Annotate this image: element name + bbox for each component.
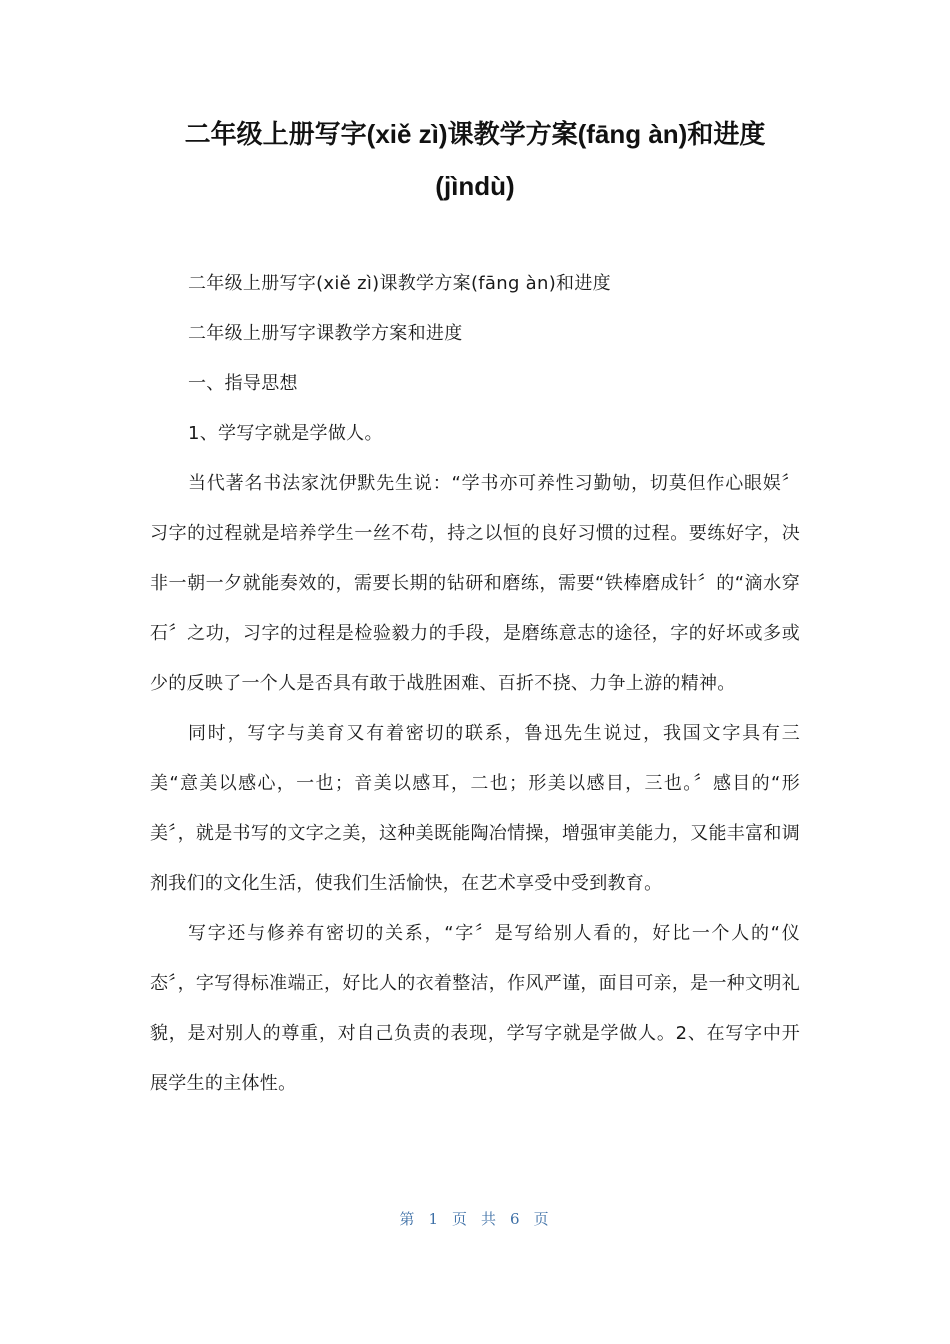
paragraph-body: 同时，写字与美育又有着密切的联系，鲁迅先生说过，我国文字具有三美“意美以感心，一也；音美以感耳，二也；形美以感目，三也。〞感目的“形美〞，就是书写的文字之美，这种美既能陶冶情操，增强审美能力，又能丰富和调剂我们的文化生活，使我们生活愉快，在艺术享受中受到教育。 <box>150 723 800 894</box>
paragraph-subtitle: 二年级上册写字(xiě zì)课教学方案(fāng àn)和进度 <box>188 273 611 294</box>
paragraph-body: 当代著名书法家沈伊默先生说：“学书亦可养性习勤劬，切莫但作心眼娱〞习字的过程就是培养学生一丝不苟，持之以恒的良好习惯的过程。要练好字，决非一朝一夕就能奏效的，需要长期的钻研和磨练，需要“铁棒磨成针〞的“滴水穿石〞之功，习字的过程是检验毅力的手段，是磨练意志的途径，字的好坏或多或少的反映了一个人是否具有敢于战胜困难、百折不挠、力争上游的精神。 <box>150 473 800 694</box>
footer-total-label: 共 <box>481 1210 499 1228</box>
footer-page-label: 第 <box>399 1210 417 1228</box>
document-body <box>150 259 800 1109</box>
footer-current-page: 1 <box>428 1210 440 1228</box>
page-footer <box>0 1208 950 1229</box>
document-title: 二年级上册写字(xiě zì)课教学方案(fāng àn)和进度(jìndù) <box>184 119 766 201</box>
section-heading: 一、指导思想 <box>188 373 298 394</box>
footer-total-unit: 页 <box>533 1210 551 1228</box>
footer-page-unit: 页 <box>451 1210 469 1228</box>
footer-total-pages: 6 <box>510 1210 522 1228</box>
paragraph-plain-title: 二年级上册写字课教学方案和进度 <box>188 323 463 344</box>
subsection-heading: 1、学写字就是学做人。 <box>188 423 383 444</box>
paragraph-body: 写字还与修养有密切的关系，“字〞是写给别人看的，好比一个人的“仪态〞，字写得标准端正，好比人的衣着整洁，作风严谨，面目可亲，是一种文明礼貌，是对别人的尊重，对自己负责的表现，学写字就是学做人。2、在写字中开展学生的主体性。 <box>150 923 800 1094</box>
